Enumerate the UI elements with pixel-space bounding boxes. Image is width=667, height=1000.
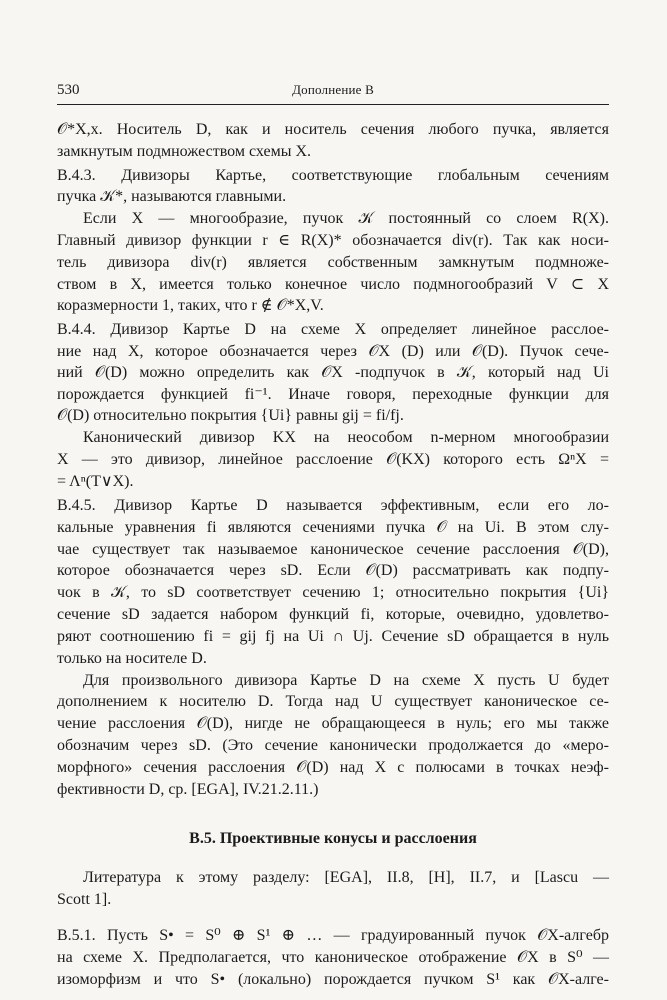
section-heading: В.5. Проективные конусы и расслоения <box>189 830 477 847</box>
text-line: ряют соотношению fi = gij fj на Ui ∩ Uj. Сечение sD обращается в нуль <box>57 628 609 645</box>
text-line: изоморфизм и что S• (локально) порождается пучком S¹ как 𝒪X-алге- <box>57 971 609 988</box>
text-line: кальные уравнения fi являются сечениями пучка 𝒪 на Ui. В этом слу- <box>57 519 609 536</box>
text-line: X — это дивизор, линейное расслоение 𝒪(KX) которого есть ΩⁿX = <box>57 451 609 468</box>
text-line: 𝒪(D) относительно покрытия {Ui} равны gij = fi/fj. <box>57 407 404 424</box>
page-number: 530 <box>57 82 80 98</box>
text-line: В.5.1. Пусть S• = S⁰ ⊕ S¹ ⊕ … — градуированный пучок 𝒪X-алгебр <box>57 927 609 944</box>
text-line: замкнутым подмножеством схемы X. <box>57 143 312 160</box>
text-line: В.4.4. Дивизор Картье D на схеме X определяет линейное расслое- <box>57 321 609 338</box>
text-line: только на носителе D. <box>57 650 207 667</box>
page-header <box>57 82 609 102</box>
text-line: которое обозначается через sD. Если 𝒪(D) рассматривать как подпу- <box>57 562 609 579</box>
text-line: тель дивизора div(r) является собственным замкнутым подмноже- <box>57 254 609 271</box>
text-line: чение расслоения 𝒪(D), нигде не обращающееся в нуль; его мы также <box>57 715 609 732</box>
text-line: Главный дивизор функции r ∈ R(X)* обозначается div(r). Так как носи- <box>57 232 609 249</box>
text-line: чок в 𝒦, то sD соответствует сечению 1; относительно покрытия {Ui} <box>57 584 609 601</box>
text-line: чае существует так называемое каноническое сечение расслоения 𝒪(D), <box>57 541 609 558</box>
text-line: сечение sD задается набором функций fi, которые, очевидно, удовлетво- <box>57 606 609 623</box>
text-line: = Λⁿ(T∨X). <box>57 473 134 490</box>
text-line: на схеме X. Предполагается, что каноническое отображение 𝒪X в S⁰ — <box>57 949 609 966</box>
text-line: пучка 𝒦*, называются главными. <box>57 188 287 205</box>
text-line: Если X — многообразие, пучок 𝒦 постоянный со слоем R(X). <box>83 210 609 227</box>
text-line: ний 𝒪(D) можно определить как 𝒪X -подпучок в 𝒦, который над Ui <box>57 364 609 381</box>
text-line: коразмерности 1, таких, что r ∉ 𝒪*X,V. <box>57 297 324 314</box>
text-line: ние над X, которое обозначается через 𝒪X (D) или 𝒪(D). Пучок сече- <box>57 343 609 360</box>
text-line: 𝒪*X,x. Носитель D, как и носитель сечения любого пучка, является <box>57 121 609 138</box>
text-line: Литература к этому разделу: [EGA], II.8, [H], II.7, и [Lascu — <box>83 869 609 886</box>
text-line: В.4.3. Дивизоры Картье, соответствующие глобальным сечениям <box>57 167 609 184</box>
header-rule <box>57 104 609 105</box>
text-line: Scott 1]. <box>57 891 112 908</box>
text-line: ством в X, имеется только конечное число подмногообразий V ⊂ X <box>57 276 609 293</box>
text-line: В.4.5. Дивизор Картье D называется эффективным, если его ло- <box>57 497 609 514</box>
text-line: дополнением к носителю D. Тогда над U существует каноническое се- <box>57 693 609 710</box>
text-line: Для произвольного дивизора Картье D на схеме X пусть U будет <box>83 672 609 689</box>
text-line: обозначим через sD. (Это сечение канонически продолжается до «меро- <box>57 737 609 754</box>
text-line: порождается функцией fi⁻¹. Иначе говоря, переходные функции для <box>57 386 609 403</box>
text-line: Канонический дивизор KX на неособом n-мерном многообразии <box>83 429 609 446</box>
running-title: Дополнение В <box>292 82 374 97</box>
text-line: морфного» сечения расслоения 𝒪(D) над X с полюсами в точках неэф- <box>57 759 609 776</box>
text-line: фективности D, ср. [EGA], IV.21.2.11.) <box>57 781 319 798</box>
